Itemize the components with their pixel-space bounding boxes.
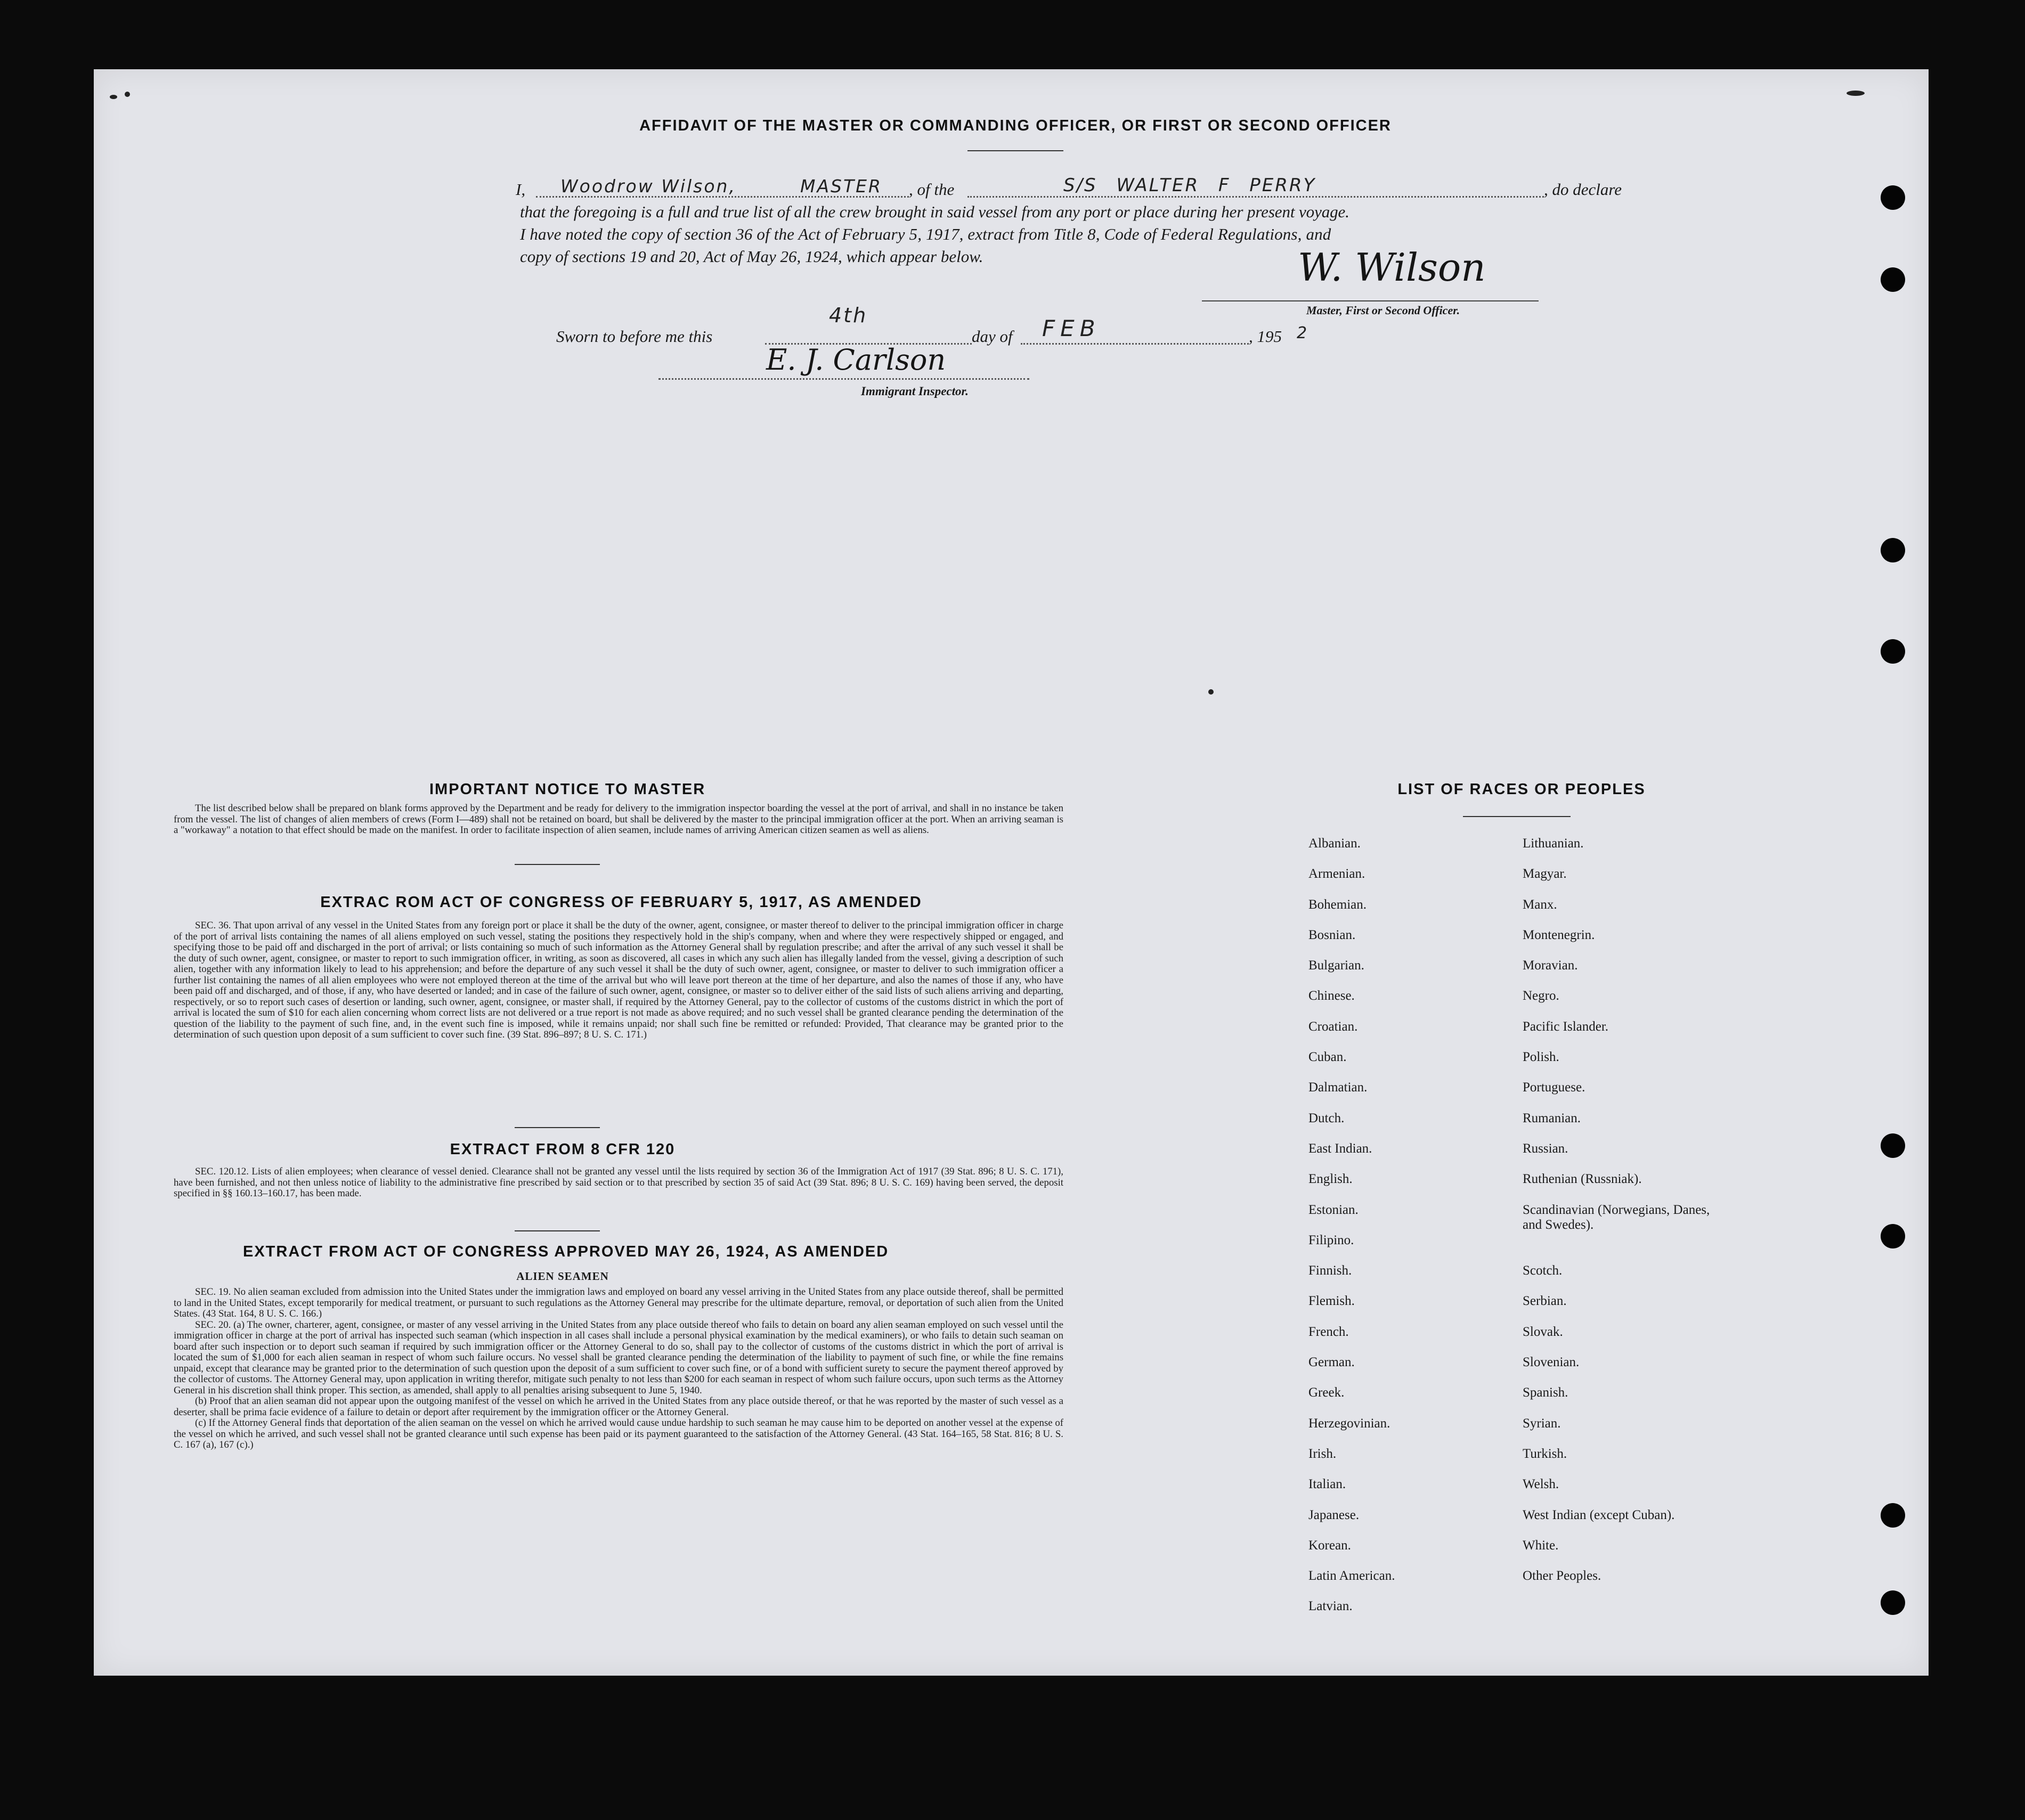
punch-hole bbox=[1881, 1224, 1905, 1248]
race-item: Croatian. bbox=[1308, 1019, 1358, 1034]
race-item: East Indian. bbox=[1308, 1141, 1372, 1156]
sec-20a-paragraph: SEC. 20. (a) The owner, charterer, agent, consignee, or master of any vessel arriving in the United States from any place outside thereof who fails to detain on board any alien seaman employed on such vessel until the immigration officer in charge at the port of arrival has inspected such seaman (which inspection in all cases shall include a personal physical examination by the medical examiners), or who fails to detain such seaman on board after such inspection or to deport such seaman if required by such immigration officer or the Attorney General to do so, shall pay to the collector of customs of the customs district in which the port of arrival is located the sum of $1,000 for each alien seaman in respect of whom such failure occurs. No vessel shall be granted clearance pending the determination of the liability to payment of such fine, or while the fine remains unpaid, except that clearance may be granted prior to the determination of such question upon the deposit of a sum sufficient to cover such fine, or of a bond with sufficient surety to secure the payment thereof approved by the collector of customs. The Attorney General may, upon application in writing therefor, mitigate such penalty to not less than $200 for each seaman in respect of whom such failure occurs, upon such terms as the Attorney General in his discretion shall think proper. This section, as amended, shall apply to all penalties arising subsequent to June 5, 1940. bbox=[174, 1319, 1063, 1396]
affidavit-title: AFFIDAVIT OF THE MASTER OR COMMANDING OFFICER, OR FIRST OR SECOND OFFICER bbox=[639, 117, 1392, 134]
officer-caption: Master, First or Second Officer. bbox=[1306, 304, 1460, 317]
race-item: Moravian. bbox=[1523, 958, 1578, 973]
race-item: West Indian (except Cuban). bbox=[1523, 1507, 1675, 1522]
document-page bbox=[94, 69, 1929, 1676]
race-item: Scotch. bbox=[1523, 1263, 1563, 1278]
extract-1917-text bbox=[174, 920, 1063, 1041]
inspector-line bbox=[658, 378, 1029, 380]
race-item: Dutch. bbox=[1308, 1111, 1345, 1125]
race-item: Japanese. bbox=[1308, 1507, 1360, 1522]
affidavit-pronoun: I, bbox=[516, 180, 526, 199]
race-item: Magyar. bbox=[1523, 867, 1567, 882]
race-item: White. bbox=[1523, 1538, 1559, 1553]
punch-hole bbox=[1881, 267, 1905, 292]
race-item: Portuguese. bbox=[1523, 1080, 1585, 1095]
master-signature: W. Wilson bbox=[1298, 245, 1486, 290]
month-line bbox=[1021, 343, 1249, 345]
race-item: Estonian. bbox=[1308, 1202, 1359, 1217]
section-rule bbox=[515, 1230, 600, 1231]
vessel-line bbox=[967, 196, 1544, 198]
master-name-handwritten: Woodrow Wilson, bbox=[560, 176, 736, 197]
sec-20c-paragraph: (c) If the Attorney General finds that deportation of the alien seaman on the vessel on which he arrived would cause undue hardship to such seaman he may cause him to be deported on another vessel at the expense of the vessel on which he arrived, and such vessel shall not be granted clearance until such expense has been paid or its payment guaranteed to the satisfaction of the Attorney General. (43 Stat. 164–165, 58 Stat. 816; 8 U. S. C. 167 (a), 167 (c).) bbox=[174, 1417, 1063, 1450]
race-item: Serbian. bbox=[1523, 1294, 1567, 1309]
sec-20b-paragraph: (b) Proof that an alien seaman did not appear upon the outgoing manifest of the vessel on which he arrived in the United States from any place outside thereof, or that he was reported by the master of such vessel as a deserter, shall be prima facie evidence of a failure to detain or deport after requirement by the immigration officer or the Attorney General. bbox=[174, 1395, 1063, 1418]
of-the-label: , of the bbox=[909, 180, 955, 199]
notice-paragraph: The list described below shall be prepared on blank forms approved by the Department and be ready for delivery to the immigration inspector boarding the vessel at the port of arrival, and shall in no instance be taken from the vessel. The list of changes of alien members of crews (Form I—489) shall not be retained on board, but shall be delivered by the master to the principal immigration officer at the port. When an arriving seaman is a "workaway" a notation to that effect should be made on the manifest. In order to facilitate inspection of alien seamen, include names of arriving American citizen seamen as well as aliens. bbox=[174, 803, 1063, 836]
race-item: Slovak. bbox=[1523, 1324, 1563, 1339]
affidavit-line-3: I have noted the copy of section 36 of the Act of February 5, 1917, extract from Title 8, Code of Federal Regulations, and bbox=[520, 225, 1331, 243]
ink-speck bbox=[125, 92, 130, 97]
punch-hole bbox=[1881, 1133, 1905, 1158]
race-item: Herzegovinian. bbox=[1308, 1416, 1390, 1431]
inspector-signature: E. J. Carlson bbox=[766, 343, 946, 377]
notice-text bbox=[174, 803, 1063, 836]
races-right-column bbox=[1523, 836, 1714, 1599]
inspector-caption: Immigrant Inspector. bbox=[861, 385, 969, 398]
extract-1924-title: EXTRACT FROM ACT OF CONGRESS APPROVED MAY 26, 1924, AS AMENDED bbox=[243, 1243, 889, 1260]
race-item: Turkish. bbox=[1523, 1446, 1567, 1461]
extract-1924-text bbox=[174, 1287, 1063, 1451]
rank-handwritten: MASTER bbox=[800, 176, 882, 197]
race-item: Montenegrin. bbox=[1523, 927, 1595, 942]
race-item: Welsh. bbox=[1523, 1477, 1559, 1492]
punch-hole bbox=[1881, 639, 1905, 664]
race-item: Negro. bbox=[1523, 989, 1559, 1003]
races-title: LIST OF RACES OR PEOPLES bbox=[1397, 781, 1646, 798]
do-declare-label: , do declare bbox=[1544, 180, 1622, 199]
race-item: Flemish. bbox=[1308, 1294, 1355, 1309]
title-rule bbox=[967, 150, 1063, 151]
races-rule bbox=[1463, 816, 1571, 817]
race-item: Irish. bbox=[1308, 1446, 1337, 1461]
race-item: Armenian. bbox=[1308, 867, 1365, 882]
race-item: French. bbox=[1308, 1324, 1349, 1339]
punch-hole bbox=[1881, 1590, 1905, 1615]
race-item: Italian. bbox=[1308, 1477, 1346, 1492]
sec-19-paragraph: SEC. 19. No alien seaman excluded from admission into the United States under the immigration laws and employed on board any vessel arriving in the United States from any place outside thereof, shall be permitted to land in the United States, except temporarily for medical treatment, or pursuant to such regulations as the Attorney General may prescribe for the ultimate departure, removal, or deportation of such alien from the United States. (43 Stat. 164, 8 U. S. C. 166.) bbox=[174, 1286, 1063, 1319]
signature-line bbox=[1202, 300, 1539, 301]
punch-hole bbox=[1881, 538, 1905, 562]
day-of-label: day of bbox=[972, 327, 1013, 346]
year-handwritten: 2 bbox=[1297, 324, 1309, 342]
race-item: Bulgarian. bbox=[1308, 958, 1364, 973]
race-item: Russian. bbox=[1523, 1141, 1568, 1156]
race-item: Korean. bbox=[1308, 1538, 1351, 1553]
race-item: Bohemian. bbox=[1308, 897, 1367, 912]
race-item: Albanian. bbox=[1308, 836, 1361, 851]
year-label: , 195 bbox=[1249, 327, 1282, 346]
race-item: Bosnian. bbox=[1308, 927, 1356, 942]
ink-speck bbox=[1847, 91, 1865, 96]
race-item: Rumanian. bbox=[1523, 1111, 1581, 1125]
race-item: Finnish. bbox=[1308, 1263, 1352, 1278]
race-item: Manx. bbox=[1523, 897, 1557, 912]
race-item: Slovenian. bbox=[1523, 1355, 1580, 1370]
day-handwritten: 4th bbox=[829, 304, 868, 327]
race-item: Cuban. bbox=[1308, 1050, 1347, 1065]
race-item: Ruthenian (Russniak). bbox=[1523, 1172, 1642, 1187]
race-item: English. bbox=[1308, 1172, 1353, 1187]
race-item: Chinese. bbox=[1308, 989, 1355, 1003]
race-item: Pacific Islander. bbox=[1523, 1019, 1609, 1034]
race-item: Latin American. bbox=[1308, 1569, 1395, 1584]
extract-cfr-title: EXTRACT FROM 8 CFR 120 bbox=[450, 1141, 676, 1158]
affidavit-line-2: that the foregoing is a full and true list of all the crew brought in said vessel from any port or place during her present voyage. bbox=[520, 202, 1349, 221]
race-item: Lithuanian. bbox=[1523, 836, 1584, 851]
extract-1917-title: EXTRAC ROM ACT OF CONGRESS OF FEBRUARY 5, 1917, AS AMENDED bbox=[320, 894, 922, 911]
race-item: Scandinavian (Norwegians, Danes, and Swedes). bbox=[1523, 1202, 1710, 1232]
sec-120-12-paragraph: SEC. 120.12. Lists of alien employees; when clearance of vessel denied. Clearance shall not be granted any vessel until the lists required by section 36 of the Immigration Act of 1917 (39 Stat. 896; 8 U. S. C. 171), have been furnished, and not then unless notice of liability to the administrative fine prescribed by said section or to that prescribed by section 35 of said Act (39 Stat. 896; 8 U. S. C. 169) having been served, the deposit specified in §§ 160.13–160.17, has been made. bbox=[174, 1166, 1063, 1199]
punch-hole bbox=[1881, 1503, 1905, 1528]
sec-36-paragraph: SEC. 36. That upon arrival of any vessel in the United States from any foreign port or place it shall be the duty of the owner, agent, consignee, or master thereof to deliver to the principal immigration officer in charge of the port of arrival lists containing the names of all aliens employed on such vessel, stating the positions they respectively hold in the ship's company, when and where they were respectively shipped or engaged, and specifying those to be paid off and discharged in the port of arrival; or lists containing so much of such information as the Attorney General shall by regulation prescribe; and after the arrival of any such vessel it shall be the duty of such owner, agent, consignee, or master to report to such immigration officer, in writing, as soon as discovered, all cases in which any such alien has illegally landed from the vessel, giving a description of such alien, together with any information likely to lead to his apprehension; and before the departure of any such vessel it shall be the duty of such owner, agent, consignee, or master to deliver to such immigration officer a further list containing the names of all alien employees who were not employed thereon at the time of the arrival but who will leave port thereon at the time of her departure, and also the names of those if any, who have been paid off and discharged, and of those, if any, who have deserted or landed; and in case of the failure of such owner, agent, consignee, or master so to deliver either of the said lists of such aliens arriving and departing, respectively, or so to report such cases of desertion or landing, such owner, agent, consignee, or master shall, if required by the Attorney General, pay to the collector of customs of the customs district in which the port of arrival is located the sum of $10 for each alien concerning whom correct lists are not delivered or a true report is not made as above required; and no such vessel shall be granted clearance pending the determination of the question of the liability to the payment of such fine, and, in the event such fine is imposed, while it remains unpaid; nor shall such fine be remitted or refunded: Provided, That clearance may be granted prior to the determination of such question upon deposit of a sum sufficient to cover such fine. (39 Stat. 896–897; 8 U. S. C. 171.) bbox=[174, 920, 1063, 1040]
section-rule bbox=[515, 864, 600, 865]
vessel-handwritten: S/S WALTER F PERRY bbox=[1063, 175, 1316, 196]
extract-cfr-text bbox=[174, 1166, 1063, 1199]
notice-title: IMPORTANT NOTICE TO MASTER bbox=[429, 781, 706, 798]
alien-seamen-subtitle: ALIEN SEAMEN bbox=[516, 1270, 609, 1283]
race-item: Filipino. bbox=[1308, 1233, 1354, 1247]
race-item: Polish. bbox=[1523, 1050, 1559, 1065]
affidavit-line-4: copy of sections 19 and 20, Act of May 26, 1924, which appear below. bbox=[520, 247, 983, 266]
ink-speck bbox=[1208, 689, 1214, 695]
punch-hole bbox=[1881, 185, 1905, 210]
race-item: German. bbox=[1308, 1355, 1355, 1370]
race-item: Syrian. bbox=[1523, 1416, 1561, 1431]
sworn-label: Sworn to before me this bbox=[556, 327, 713, 346]
race-item: Greek. bbox=[1308, 1385, 1345, 1400]
race-item: Other Peoples. bbox=[1523, 1569, 1601, 1584]
race-item: Spanish. bbox=[1523, 1385, 1568, 1400]
races-left-column bbox=[1308, 836, 1395, 1630]
ink-speck bbox=[110, 95, 117, 99]
month-handwritten: FEB bbox=[1042, 315, 1101, 341]
race-item: Dalmatian. bbox=[1308, 1080, 1368, 1095]
race-item: Latvian. bbox=[1308, 1599, 1353, 1614]
section-rule bbox=[515, 1127, 600, 1128]
